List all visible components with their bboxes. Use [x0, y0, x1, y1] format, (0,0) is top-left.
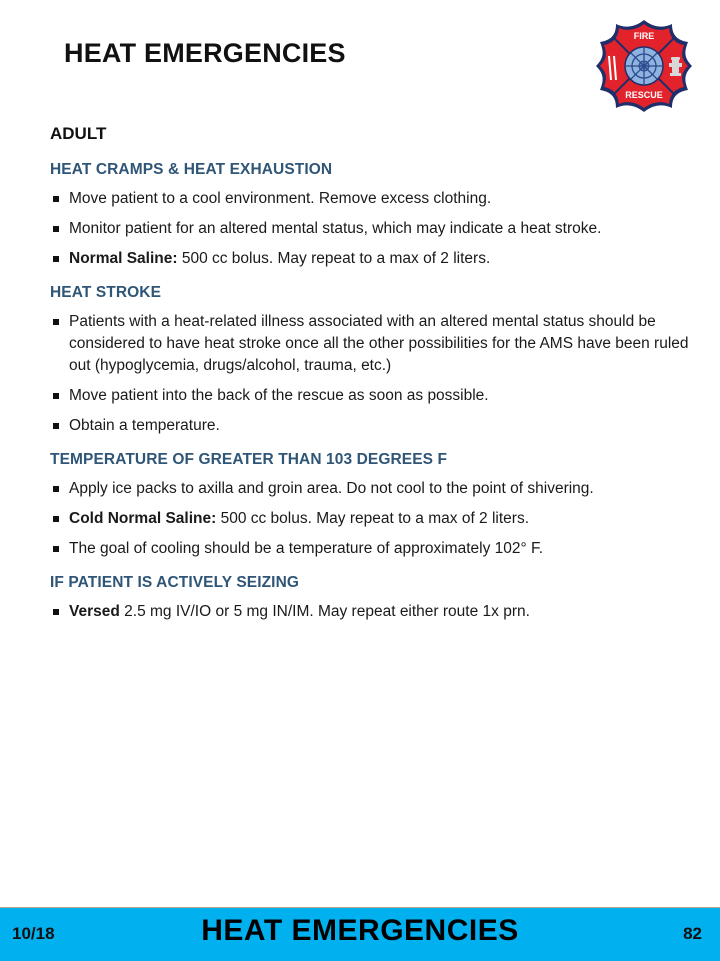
section-title: IF PATIENT IS ACTIVELY SEIZING — [50, 574, 300, 591]
page-title: HEAT EMERGENCIES — [64, 38, 346, 68]
footer-date: 10/18 — [12, 924, 55, 943]
section-heat-stroke — [50, 284, 690, 437]
bullet-icon — [53, 226, 59, 232]
bullet-list — [50, 478, 690, 560]
bullet-icon — [53, 486, 59, 492]
bullet-icon — [53, 516, 59, 522]
list-item: Normal Saline: 500 cc bolus. May repeat to a max of 2 liters. — [50, 248, 690, 270]
section-temperature — [50, 451, 690, 560]
footer-bar — [0, 907, 720, 961]
section-title: HEAT CRAMPS & HEAT EXHAUSTION — [50, 161, 333, 178]
section-title: TEMPERATURE OF GREATER THAN 103 DEGREES F — [50, 451, 448, 468]
section-title: HEAT STROKE — [50, 284, 162, 301]
list-item: Patients with a heat-related illness associated with an altered mental status should be considered to have heat stroke once all the other possibilities for the AMS have been ruled out (hypoglycemia, drugs/alcohol, trauma, etc.) — [50, 311, 690, 377]
bullet-icon — [53, 319, 59, 325]
list-item: Versed 2.5 mg IV/IO or 5 mg IN/IM. May repeat either route 1x prn. — [50, 601, 690, 623]
bullet-icon — [53, 196, 59, 202]
bullet-icon — [53, 256, 59, 262]
list-item: Cold Normal Saline: 500 cc bolus. May repeat to a max of 2 liters. — [50, 508, 690, 530]
page-number: 82 — [683, 924, 702, 943]
bullet-list — [50, 311, 690, 437]
list-item: Move patient into the back of the rescue as soon as possible. — [50, 385, 690, 407]
bullet-icon — [53, 546, 59, 552]
list-item: Monitor patient for an altered mental status, which may indicate a heat stroke. — [50, 218, 690, 240]
bullet-icon — [53, 609, 59, 615]
section-heat-cramps — [50, 161, 690, 270]
protocol-content — [50, 124, 690, 637]
list-item: The goal of cooling should be a temperature of approximately 102° F. — [50, 538, 690, 560]
bullet-icon — [53, 393, 59, 399]
bullet-list — [50, 188, 690, 270]
category-heading: ADULT — [50, 124, 107, 143]
section-seizing — [50, 574, 690, 623]
footer-title: HEAT EMERGENCIES — [201, 914, 519, 947]
bullet-list — [50, 601, 690, 623]
logo-fire-text: FIRE — [633, 31, 655, 41]
logo-rescue-text: RESCUE — [625, 90, 663, 100]
bullet-icon — [53, 423, 59, 429]
fire-rescue-logo-icon — [592, 18, 696, 114]
list-item: Move patient to a cool environment. Remove excess clothing. — [50, 188, 690, 210]
list-item: Obtain a temperature. — [50, 415, 690, 437]
list-item: Apply ice packs to axilla and groin area. Do not cool to the point of shivering. — [50, 478, 690, 500]
